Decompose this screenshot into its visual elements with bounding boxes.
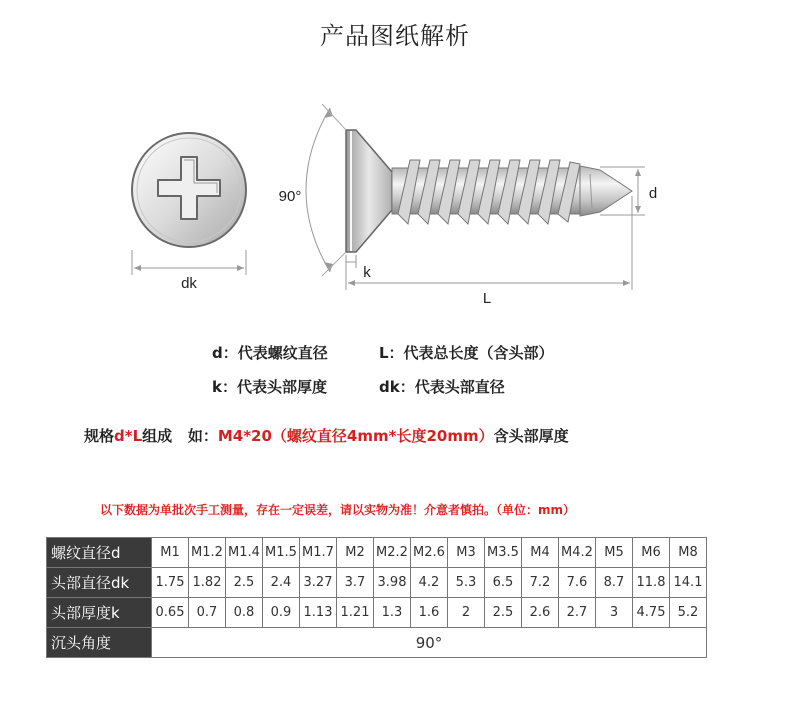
row-thread-diameter <box>47 538 707 568</box>
table-cell: 6.5 <box>485 568 522 598</box>
table-cell: 2.5 <box>226 568 263 598</box>
row-countersink-angle <box>47 628 707 658</box>
table-cell: 11.8 <box>633 568 670 598</box>
table-cell: 3 <box>596 598 633 628</box>
spec-suffix: 含头部厚度 <box>493 427 569 445</box>
table-cell: 3.7 <box>337 568 374 598</box>
table-cell: 3.27 <box>300 568 337 598</box>
table-cell: M8 <box>670 538 707 568</box>
legend-L: L：代表总长度（含头部） <box>379 344 554 362</box>
table-cell: 0.7 <box>189 598 226 628</box>
table-cell: M1.2 <box>189 538 226 568</box>
row-head-diameter <box>47 568 707 598</box>
table-cell: 7.2 <box>522 568 559 598</box>
row-header: 沉头角度 <box>47 628 152 658</box>
table-cell: 0.65 <box>152 598 189 628</box>
row-head-thickness <box>47 598 707 628</box>
table-cell: 7.6 <box>559 568 596 598</box>
table-cell: 0.9 <box>263 598 300 628</box>
table-cell: M1.7 <box>300 538 337 568</box>
table-cell: 3.98 <box>374 568 411 598</box>
screw-head-top-view <box>132 133 246 247</box>
page-title: 产品图纸解析 <box>320 22 470 50</box>
table-cell: M1.5 <box>263 538 300 568</box>
angle-value-cell: 90° <box>152 628 707 658</box>
k-dimension-label: k <box>363 264 371 281</box>
legend-dk: dk：代表头部直径 <box>379 378 505 396</box>
table-cell: 2.5 <box>485 598 522 628</box>
spec-mid: 组成 如： <box>142 427 218 445</box>
dk-dimension-label: dk <box>181 275 197 292</box>
measurement-note: 以下数据为单批次手工测量，存在一定误差，请以实物为准！介意者慎拍。（单位：mm） <box>100 503 576 517</box>
table-cell: 4.75 <box>633 598 670 628</box>
screw-drawing <box>0 0 790 340</box>
angle-label: 90° <box>278 188 302 205</box>
table-cell: 8.7 <box>596 568 633 598</box>
table-cell: 2.6 <box>522 598 559 628</box>
table-cell: 1.21 <box>337 598 374 628</box>
table-cell: 2 <box>448 598 485 628</box>
L-dimension-label: L <box>482 290 492 307</box>
table-cell: 5.3 <box>448 568 485 598</box>
row-header: 螺纹直径d <box>47 538 152 568</box>
table-cell: 1.75 <box>152 568 189 598</box>
table-cell: 1.13 <box>300 598 337 628</box>
table-cell: M4.2 <box>559 538 596 568</box>
row-header: 头部直径dk <box>47 568 152 598</box>
spec-example: M4*20（螺纹直径4mm*长度20mm） <box>217 427 494 445</box>
table-cell: M5 <box>596 538 633 568</box>
spec-line <box>84 425 569 446</box>
table-cell: M3.5 <box>485 538 522 568</box>
table-cell: M1.4 <box>226 538 263 568</box>
spec-prefix: 规格 <box>84 427 115 445</box>
table-cell: M2.2 <box>374 538 411 568</box>
table-cell: 2.7 <box>559 598 596 628</box>
table-cell: M2.6 <box>411 538 448 568</box>
table-cell: 5.2 <box>670 598 707 628</box>
spec-table-body <box>47 538 707 658</box>
d-dimension-label: d <box>648 185 658 202</box>
table-cell: M3 <box>448 538 485 568</box>
row-header: 头部厚度k <box>47 598 152 628</box>
table-cell: M6 <box>633 538 670 568</box>
table-cell: 4.2 <box>411 568 448 598</box>
table-cell: 1.6 <box>411 598 448 628</box>
screw-side-view <box>346 130 632 252</box>
table-cell: M2 <box>337 538 374 568</box>
table-cell: M1 <box>152 538 189 568</box>
table-cell: 2.4 <box>263 568 300 598</box>
table-cell: 0.8 <box>226 598 263 628</box>
table-cell: M4 <box>522 538 559 568</box>
spec-table <box>46 537 707 658</box>
legend-k: k：代表头部厚度 <box>212 378 327 396</box>
table-cell: 1.82 <box>189 568 226 598</box>
table-cell: 1.3 <box>374 598 411 628</box>
spec-formula: d*L <box>114 427 143 445</box>
table-cell: 14.1 <box>670 568 707 598</box>
legend-d: d：代表螺纹直径 <box>212 344 328 362</box>
